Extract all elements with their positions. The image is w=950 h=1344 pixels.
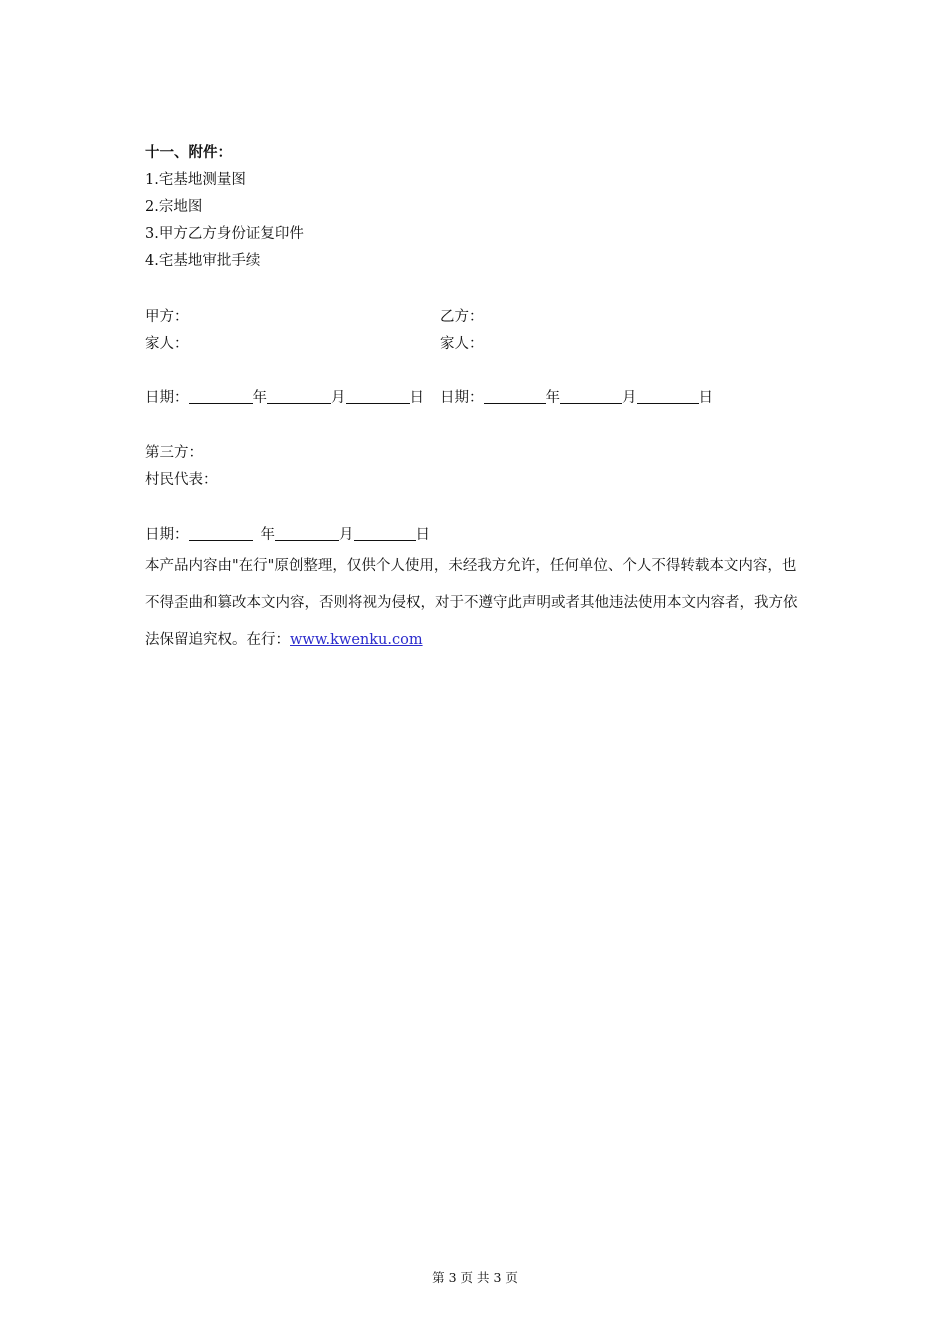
day-blank <box>354 526 416 541</box>
party-b-label: 乙方： <box>440 309 484 325</box>
day-label: 日 <box>409 390 424 406</box>
day-label: 日 <box>698 390 713 406</box>
date-label: 日期： <box>440 390 484 406</box>
date-line-party-b <box>440 388 713 408</box>
attachment-item-2: 2.宗地图 <box>145 199 203 215</box>
villager-rep-label: 村民代表： <box>145 472 218 488</box>
day-blank <box>637 389 699 404</box>
month-label: 月 <box>622 390 637 406</box>
third-party-label: 第三方： <box>145 445 203 461</box>
day-label: 日 <box>415 527 430 543</box>
family-b-label: 家人： <box>440 336 484 352</box>
year-label: 年 <box>252 390 267 406</box>
month-blank <box>560 389 622 404</box>
year-blank <box>189 526 253 541</box>
year-blank <box>484 389 546 404</box>
attachment-item-4: 4.宅基地审批手续 <box>145 253 261 269</box>
day-blank <box>346 389 410 404</box>
month-label: 月 <box>339 527 354 543</box>
month-blank <box>267 389 331 404</box>
date-label: 日期： <box>145 527 189 543</box>
website-link[interactable]: www.kwenku.com <box>290 632 423 648</box>
family-a-label: 家人： <box>145 336 189 352</box>
attachment-item-1: 1.宅基地测量图 <box>145 172 246 188</box>
date-label: 日期： <box>145 390 189 406</box>
section-heading: 十一、附件： <box>145 144 232 161</box>
party-a-label: 甲方： <box>145 309 189 325</box>
date-line-third-party <box>145 525 430 545</box>
copyright-notice <box>145 548 805 659</box>
notice-text: 本产品内容由"在行"原创整理，仅供个人使用，未经我方允许，任何单位、个人不得转载本文内容，也不得歪曲和篡改本文内容，否则将视为侵权，对于不遵守此声明或者其他违法使用本文内容者，我方依法保留追究权。在行： <box>145 558 798 648</box>
page-footer: 第 3 页 共 3 页 <box>432 1270 518 1285</box>
date-line-party-a <box>145 388 424 408</box>
attachment-item-3: 3.甲方乙方身份证复印件 <box>145 226 304 242</box>
year-blank <box>189 389 253 404</box>
year-label: 年 <box>260 527 275 543</box>
month-label: 月 <box>331 390 346 406</box>
month-blank <box>275 526 339 541</box>
year-label: 年 <box>545 390 560 406</box>
